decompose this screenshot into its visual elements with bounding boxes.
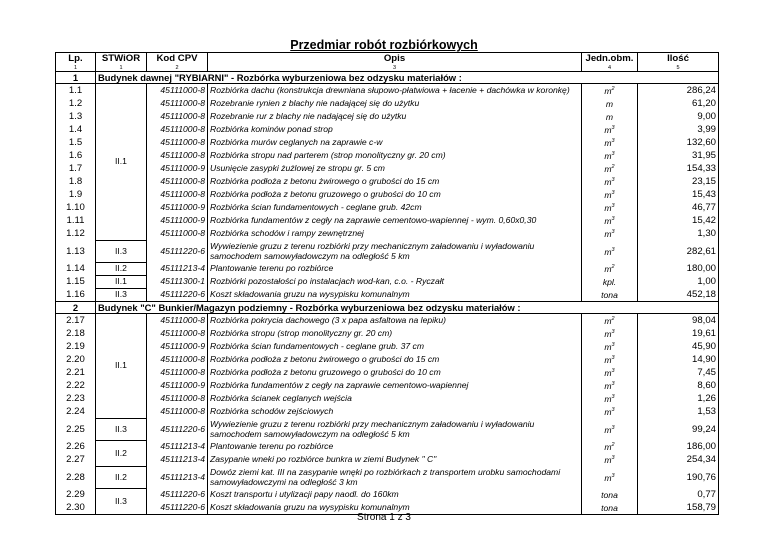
unit-text: m [604,407,612,417]
page-title: Przedmiar robót rozbiórkowych [290,38,478,52]
unit-text: m [604,216,612,226]
row-unit [582,440,638,453]
row-quantity: 99,24 [638,418,719,440]
unit-exponent: 3 [611,424,615,431]
section-number: 1 [56,72,96,84]
row-unit [582,275,638,288]
unit-exponent: 2 [611,264,615,270]
row-quantity: 1,00 [638,275,719,288]
unit-exponent: 2 [611,316,615,322]
row-kod-cpv: 45111000-8 [147,110,208,123]
unit-text: m [604,151,612,161]
row-lp: 1.1 [56,84,96,98]
row-unit [582,405,638,418]
row-quantity: 7,45 [638,366,719,379]
row-kod-cpv: 45111000-8 [147,149,208,162]
row-unit [582,123,638,136]
unit-text: m [604,125,612,135]
row-description: Rozbiórka dachu (konstrukcja drewniana słupowo-płatwiowa + łacenie + dachówka w koronkę) [208,84,582,98]
row-stwior: II.1 [96,275,147,288]
row-quantity: 254,34 [638,453,719,466]
header-unit: Jedn.obm. [582,53,638,66]
unit-text: m [604,394,612,404]
row-lp: 2.22 [56,379,96,392]
unit-text: m [604,229,612,239]
row-description: Rozbiórka schodów i rampy zewnętrznej [208,227,582,240]
unit-exponent: 3 [611,151,615,157]
header-opis: Opis [208,53,582,66]
row-quantity: 9,00 [638,110,719,123]
row-kod-cpv: 45111213-4 [147,262,208,275]
row-description: Rozbiórka ścianek ceglanych wejścia [208,392,582,405]
row-lp: 2.26 [56,440,96,453]
table-row [56,379,719,392]
row-unit [582,240,638,262]
row-unit [582,214,638,227]
row-lp: 2.21 [56,366,96,379]
table-row [56,149,719,162]
unit-text: m [604,342,612,352]
unit-text: tona [601,290,618,300]
row-lp: 1.7 [56,162,96,175]
row-quantity: 452,18 [638,288,719,302]
row-description: Rozbiórka murów ceglanych na zaprawie c-w [208,136,582,149]
unit-exponent: 3 [611,329,615,335]
row-description: Rozbiórka stropu (strop monolityczny gr. 20 cm) [208,327,582,340]
row-lp: 1.2 [56,97,96,110]
row-stwior: II.2 [96,466,147,488]
row-lp: 1.11 [56,214,96,227]
row-kod-cpv: 45111000-8 [147,97,208,110]
unit-text: tona [601,503,618,513]
row-description: Rozbiórki pozostałości po instalacjach wod-kan, c.o. - Ryczałt [208,275,582,288]
table-row [56,405,719,418]
unit-exponent: 3 [611,355,615,361]
unit-text: m [604,246,612,257]
row-kod-cpv: 45111213-4 [147,440,208,453]
row-kod-cpv: 45111000-8 [147,353,208,366]
row-lp: 1.10 [56,201,96,214]
row-lp: 2.19 [56,340,96,353]
unit-text: tona [601,490,618,500]
row-description: Rozbiórka stropu nad parterem (strop monolityczny gr. 20 cm) [208,149,582,162]
row-kod-cpv: 45111213-4 [147,466,208,488]
row-stwior: II.1 [96,314,147,419]
unit-exponent: 3 [611,455,615,461]
row-lp: 2.24 [56,405,96,418]
row-description: Rozbiórka podłoża z betonu gruzowego o grubości do 10 cm [208,366,582,379]
row-quantity: 282,61 [638,240,719,262]
row-lp: 2.25 [56,418,96,440]
row-description: Rozbiórka podłoża z betonu żwirowego o grubości do 15 cm [208,353,582,366]
row-description: Rozbiórka fundamentów z cegły na zaprawie cementowo-wapiennej [208,379,582,392]
header-num: 1 [56,65,96,72]
row-description: Wywiezienie gruzu z terenu rozbiórki przy mechanicznym załadowaniu i wyładowaniu samochodem samowyładowczym na odległość 5 km [208,240,582,262]
row-description: Rozbiórka podłoża z betonu żwirowego o grubości do 15 cm [208,175,582,188]
row-quantity: 1,53 [638,405,719,418]
table-row [56,175,719,188]
row-description: Rozebranie rur z blachy nie nadającej się do użytku [208,110,582,123]
row-description: Plantowanie terenu po rozbiórce [208,440,582,453]
unit-exponent: 3 [611,190,615,196]
unit-text: m [604,455,612,465]
row-description: Koszt składowania gruzu na wysypisku komunalnym [208,501,582,515]
table-row [56,453,719,466]
unit-exponent: 3 [611,394,615,400]
unit-exponent: 2 [611,442,615,448]
table-row [56,201,719,214]
row-lp: 2.20 [56,353,96,366]
row-kod-cpv: 45111220-6 [147,501,208,515]
row-description: Rozbiórka fundamentów z cegły na zaprawie cementowo-wapiennej - wym. 0,60x0,30 [208,214,582,227]
row-quantity: 180,00 [638,262,719,275]
row-kod-cpv: 45111000-8 [147,136,208,149]
row-stwior: II.2 [96,262,147,275]
table-row [56,214,719,227]
row-stwior: II.3 [96,240,147,262]
unit-exponent: 3 [611,177,615,183]
row-quantity: 158,79 [638,501,719,515]
row-quantity: 45,90 [638,340,719,353]
row-lp: 1.5 [56,136,96,149]
unit-text: m [604,472,612,483]
row-unit [582,149,638,162]
unit-text: m [604,355,612,365]
row-kod-cpv: 45111000-9 [147,379,208,392]
table-row [56,340,719,353]
table-row [56,84,719,98]
row-quantity: 31,95 [638,149,719,162]
table-row [56,353,719,366]
header-num: 5 [638,65,719,72]
unit-text: m [605,99,614,109]
unit-exponent: 3 [611,246,615,253]
unit-text: m [604,138,612,148]
unit-text: kpl. [602,277,617,287]
table-row [56,314,719,328]
row-kod-cpv: 45111000-9 [147,162,208,175]
row-lp: 2.30 [56,501,96,515]
row-description: Rozbiórka kominów ponad strop [208,123,582,136]
unit-exponent: 3 [611,342,615,348]
header-num: 2 [147,65,208,72]
row-quantity: 15,43 [638,188,719,201]
unit-text: m [604,329,612,339]
row-unit [582,392,638,405]
header-quantity: Ilość [638,53,719,66]
row-unit [582,314,638,328]
unit-exponent: 3 [611,229,615,235]
row-unit [582,366,638,379]
unit-exponent: 3 [611,368,615,374]
table-row [56,136,719,149]
row-kod-cpv: 45111000-9 [147,201,208,214]
section-number: 2 [56,302,96,314]
row-lp: 2.17 [56,314,96,328]
row-lp: 1.8 [56,175,96,188]
row-quantity: 46,77 [638,201,719,214]
row-stwior: II.3 [96,488,147,515]
row-quantity: 0,77 [638,488,719,501]
header-kod-cpv: Kod CPV [147,53,208,66]
row-stwior: II.2 [96,440,147,466]
row-quantity: 19,61 [638,327,719,340]
row-description: Usunięcie zasypki żużlowej ze stropu gr. 5 cm [208,162,582,175]
row-unit [582,340,638,353]
row-description: Rozbiórka podłoża z betonu gruzowego o grubości do 10 cm [208,188,582,201]
unit-text: m [604,86,612,96]
page-footer: Strona 1 z 3 [357,512,411,523]
table-row [56,188,719,201]
row-kod-cpv: 45111000-8 [147,327,208,340]
row-quantity: 186,00 [638,440,719,453]
table-row [56,288,719,302]
header-num: 1 [96,65,147,72]
row-unit [582,175,638,188]
row-kod-cpv: 45111000-8 [147,188,208,201]
row-unit [582,466,638,488]
row-unit [582,97,638,110]
row-unit [582,488,638,501]
unit-exponent: 3 [611,125,615,131]
unit-exponent: 3 [611,216,615,222]
table-row [56,227,719,240]
row-lp: 2.28 [56,466,96,488]
unit-text: m [604,164,612,174]
row-kod-cpv: 45111000-9 [147,214,208,227]
row-kod-cpv: 45111000-8 [147,366,208,379]
row-unit [582,136,638,149]
row-unit [582,453,638,466]
unit-text: m [605,112,614,122]
row-quantity: 286,24 [638,84,719,98]
row-description: Wywiezienie gruzu z terenu rozbiórki przy mechanicznym załadowaniu i wyładowaniu samochodem samowyładowczym na odległość 5 km [208,418,582,440]
unit-text: m [604,264,612,274]
section-title: Budynek dawnej "RYBIARNI" - Rozbórka wyburzeniowa bez odzysku materiałów : [96,72,719,84]
unit-exponent: 2 [611,86,615,92]
unit-exponent: 3 [611,203,615,209]
table-row [56,366,719,379]
row-quantity: 3,99 [638,123,719,136]
row-lp: 2.23 [56,392,96,405]
row-lp: 2.27 [56,453,96,466]
row-quantity: 15,42 [638,214,719,227]
row-description: Dowóz ziemi kat. III na zasypanie wnęki po rozbiórkach z transportem urobku samochodami samowyładowczymi na odległość 3 km [208,466,582,488]
row-description: Zasypanie wneki po rozbiórce bunkra w ziemi Budynek " C" [208,453,582,466]
row-unit [582,188,638,201]
row-unit [582,353,638,366]
unit-text: m [604,381,612,391]
row-lp: 2.29 [56,488,96,501]
unit-text: m [604,424,612,435]
row-lp: 1.4 [56,123,96,136]
row-description: Plantowanie terenu po rozbiórce [208,262,582,275]
unit-text: m [604,203,612,213]
row-kod-cpv: 45111220-6 [147,488,208,501]
row-unit [582,327,638,340]
row-quantity: 23,15 [638,175,719,188]
unit-text: m [604,442,612,452]
unit-exponent: 2 [611,164,615,170]
row-description: Koszt składowania gruzu na wysypisku komunalnym [208,288,582,302]
row-kod-cpv: 45111000-8 [147,84,208,98]
header-stwior: STWiOR [96,53,147,66]
row-description: Rozbiórka ścian fundamentowych - ceglane grub. 37 cm [208,340,582,353]
table-row [56,466,719,488]
row-stwior: II.3 [96,418,147,440]
row-description: Rozbiórka pokrycia dachowego (3 x papa asfaltowa na lepiku) [208,314,582,328]
row-quantity: 8,60 [638,379,719,392]
row-quantity: 190,76 [638,466,719,488]
table-row [56,162,719,175]
row-unit [582,201,638,214]
row-unit [582,84,638,98]
row-unit [582,288,638,302]
row-kod-cpv: 45111220-6 [147,418,208,440]
row-description: Rozebranie rynien z blachy nie nadającej się do użytku [208,97,582,110]
row-quantity: 1,30 [638,227,719,240]
table-row [56,262,719,275]
table-row [56,488,719,501]
row-stwior: II.1 [96,84,147,241]
row-unit [582,110,638,123]
table-row [56,97,719,110]
row-lp: 1.16 [56,288,96,302]
section-row [56,302,719,314]
row-lp: 1.6 [56,149,96,162]
row-unit [582,162,638,175]
demolition-estimate-table [55,52,719,515]
table-row [56,327,719,340]
row-lp: 1.13 [56,240,96,262]
row-description: Rozbiórka ścian fundamentowych - ceglane grub. 42cm [208,201,582,214]
unit-exponent: 3 [611,381,615,387]
section-title: Budynek "C" Bunkier/Magazyn podziemny - Rozbórka wyburzeniowa bez odzysku materiałów : [96,302,719,314]
row-unit [582,418,638,440]
unit-text: m [604,177,612,187]
row-unit [582,227,638,240]
row-kod-cpv: 45111000-8 [147,175,208,188]
row-kod-cpv: 45111000-8 [147,392,208,405]
row-lp: 2.18 [56,327,96,340]
header-num: 3 [208,65,582,72]
unit-exponent: 3 [611,472,615,479]
header-num: 4 [582,65,638,72]
row-lp: 1.15 [56,275,96,288]
table-row [56,392,719,405]
header-lp: Lp. [56,53,96,66]
unit-text: m [604,316,612,326]
row-lp: 1.9 [56,188,96,201]
row-stwior: II.3 [96,288,147,302]
unit-exponent: 3 [611,138,615,144]
row-quantity: 1,26 [638,392,719,405]
table-body [56,72,719,515]
unit-text: m [604,368,612,378]
row-quantity: 14,90 [638,353,719,366]
row-quantity: 61,20 [638,97,719,110]
table-row [56,275,719,288]
row-lp: 1.3 [56,110,96,123]
row-kod-cpv: 45111000-8 [147,405,208,418]
row-lp: 1.14 [56,262,96,275]
row-kod-cpv: 45111220-6 [147,240,208,262]
row-unit [582,262,638,275]
unit-exponent: 3 [611,407,615,413]
row-kod-cpv: 45111000-9 [147,340,208,353]
table-row [56,418,719,440]
row-quantity: 154,33 [638,162,719,175]
row-description: Rozbiórka schodów zejściowych [208,405,582,418]
row-lp: 1.12 [56,227,96,240]
row-kod-cpv: 45111220-6 [147,288,208,302]
row-kod-cpv: 45111000-8 [147,123,208,136]
row-description: Koszt transportu i utylizacji papy naodl. do 160km [208,488,582,501]
section-row [56,72,719,84]
row-kod-cpv: 45111000-8 [147,314,208,328]
row-kod-cpv: 45111300-1 [147,275,208,288]
table-row [56,110,719,123]
table-row [56,440,719,453]
row-kod-cpv: 45111000-8 [147,227,208,240]
table-row [56,240,719,262]
unit-text: m [604,190,612,200]
row-kod-cpv: 45111213-4 [147,453,208,466]
row-quantity: 132,60 [638,136,719,149]
table-row [56,123,719,136]
row-quantity: 98,04 [638,314,719,328]
row-unit [582,379,638,392]
